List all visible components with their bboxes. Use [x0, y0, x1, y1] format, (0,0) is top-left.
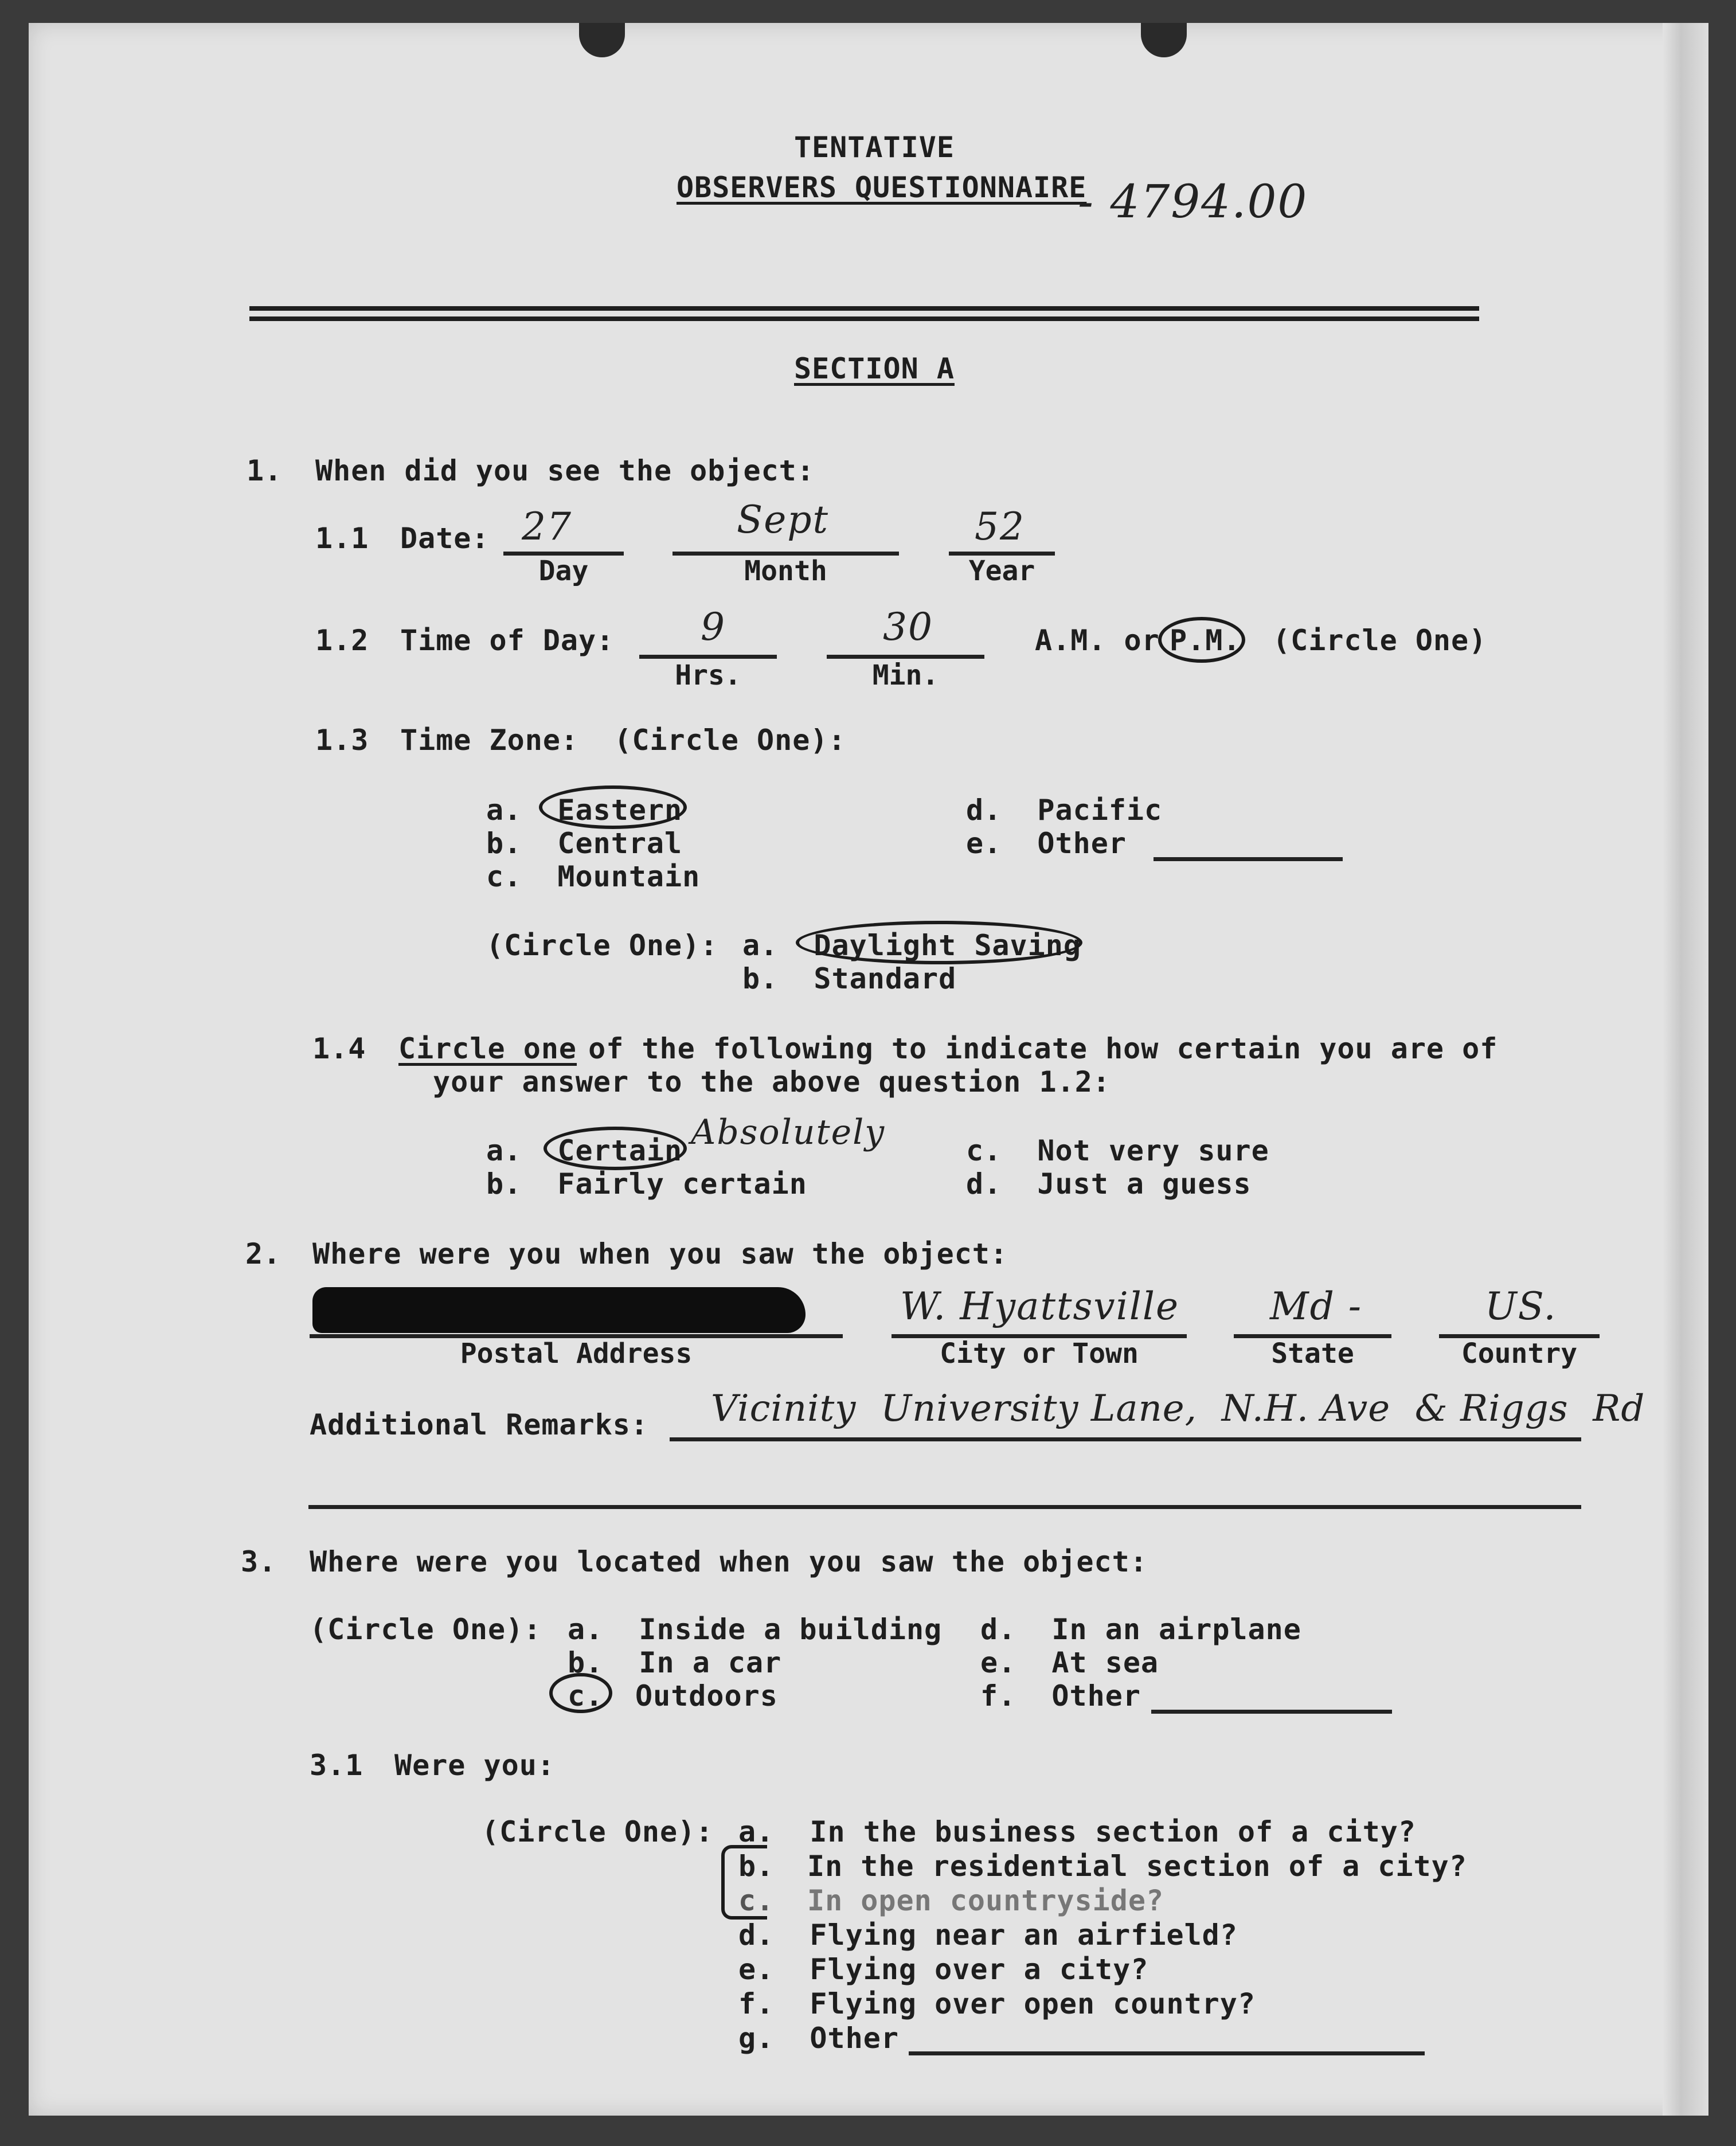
q1-3-number: 1.3: [315, 724, 369, 757]
outdoors-selection-circle: [549, 1673, 612, 1713]
q3-number: 3.: [241, 1545, 277, 1578]
date-day-value[interactable]: 27: [522, 505, 572, 549]
tz-option-a[interactable]: a. Eastern: [486, 793, 683, 827]
date-month-caption: Month: [744, 555, 827, 587]
time-min-line: [827, 655, 984, 659]
title-tentative: TENTATIVE: [794, 131, 955, 164]
area-option-f[interactable]: f. Flying over open country?: [738, 1987, 1256, 2020]
time-circle-one: (Circle One): [1273, 624, 1487, 657]
city-caption: City or Town: [940, 1338, 1139, 1370]
remarks-line-2: [308, 1505, 1581, 1509]
location-option-a[interactable]: a. Inside a building: [568, 1613, 943, 1646]
area-option-b-text[interactable]: In the residential section of a city?: [807, 1850, 1467, 1883]
header-rule-1: [249, 306, 1479, 311]
time-pm-label[interactable]: P.M.: [1170, 624, 1241, 657]
area-option-b-letter[interactable]: b.: [738, 1850, 775, 1883]
time-min-caption: Min.: [872, 659, 939, 691]
remarks-label: Additional Remarks:: [310, 1408, 648, 1441]
time-hrs-value[interactable]: 9: [701, 605, 726, 649]
postal-caption: Postal Address: [460, 1338, 693, 1370]
area-option-a[interactable]: a. In the business section of a city?: [738, 1815, 1416, 1848]
dst-option-b[interactable]: b. Standard: [742, 962, 957, 995]
certain-selection-circle: [544, 1127, 687, 1170]
location-option-e[interactable]: e. At sea: [980, 1646, 1159, 1679]
tz-option-e[interactable]: e. Other: [966, 827, 1127, 860]
header-rule-2: [249, 316, 1479, 321]
q1-1-number: 1.1: [315, 522, 369, 555]
location-option-b[interactable]: b. In a car: [568, 1646, 782, 1679]
q3-text: Where were you located when you saw the object:: [310, 1545, 1148, 1578]
remarks-value[interactable]: Vicinity University Lane, N.H. Ave & Riggs Rd: [711, 1387, 1645, 1430]
location-option-c-text[interactable]: Outdoors: [635, 1679, 778, 1713]
area-option-e[interactable]: e. Flying over a city?: [738, 1953, 1149, 1986]
remarks-line-1: [670, 1437, 1581, 1441]
city-value[interactable]: W. Hyattsville: [900, 1284, 1180, 1328]
section-title: SECTION A: [794, 352, 955, 385]
tz-other-line: [1154, 857, 1343, 861]
title-questionnaire: OBSERVERS QUESTIONNAIRE: [677, 171, 1087, 204]
location-option-d[interactable]: d. In an airplane: [980, 1613, 1301, 1646]
q1-2-label: Time of Day:: [400, 624, 615, 657]
q1-4-text-underlined: Circle one: [398, 1032, 577, 1065]
state-value[interactable]: Md -: [1270, 1284, 1363, 1328]
certainty-option-c[interactable]: c. Not very sure: [966, 1134, 1269, 1167]
time-am-label: A.M. or: [1035, 624, 1160, 657]
certainty-option-b[interactable]: b. Fairly certain: [486, 1167, 807, 1201]
certainty-option-d[interactable]: d. Just a guess: [966, 1167, 1252, 1201]
daylight-selection-circle: [796, 921, 1082, 964]
q2-text: Where were you when you saw the object:: [312, 1237, 1008, 1271]
state-caption: State: [1271, 1338, 1354, 1370]
dst-option-a[interactable]: a. Daylight Saving: [742, 929, 1081, 962]
date-year-caption: Year: [968, 555, 1035, 587]
area-option-c-letter[interactable]: c.: [738, 1884, 775, 1917]
area-option-g[interactable]: g. Other: [738, 2022, 899, 2055]
certainty-option-a[interactable]: a. Certain: [486, 1134, 683, 1167]
q3-1-number: 3.1: [310, 1749, 363, 1782]
residential-selection-bracket: [721, 1845, 767, 1920]
page-edge-shadow: [1663, 23, 1708, 2116]
area-option-d[interactable]: d. Flying near an airfield?: [738, 1918, 1238, 1952]
area-other-line: [909, 2051, 1425, 2055]
q3-1-circle-one: (Circle One):: [482, 1815, 714, 1848]
dst-label: (Circle One):: [486, 929, 718, 962]
location-other-line: [1151, 1710, 1392, 1714]
time-hrs-caption: Hrs.: [675, 659, 741, 691]
q3-circle-one: (Circle One):: [310, 1613, 542, 1646]
q1-number: 1.: [247, 454, 283, 487]
location-option-f[interactable]: f. Other: [980, 1679, 1141, 1713]
file-number: - 4794.00: [1078, 175, 1308, 228]
q3-1-text: Were you:: [394, 1749, 555, 1782]
q1-2-number: 1.2: [315, 624, 369, 657]
q1-text: When did you see the object:: [315, 454, 815, 487]
location-option-c-letter[interactable]: c.: [568, 1679, 604, 1713]
time-hrs-line: [639, 655, 777, 659]
q1-4-number: 1.4: [312, 1032, 366, 1065]
q1-1-label: Date:: [400, 522, 490, 555]
q1-3-label: Time Zone: (Circle One):: [400, 724, 846, 757]
certainty-note-absolutely: Absolutely: [691, 1112, 886, 1152]
time-min-value[interactable]: 30: [883, 605, 933, 649]
eastern-selection-circle: [539, 785, 687, 829]
pm-selection-circle: [1158, 617, 1245, 663]
date-day-caption: Day: [538, 555, 589, 587]
country-caption: Country: [1461, 1338, 1578, 1370]
postal-address-redaction: [312, 1287, 806, 1333]
date-year-value[interactable]: 52: [975, 505, 1025, 549]
q1-4-text-rest: of the following to indicate how certain you are of: [570, 1032, 1498, 1065]
tz-option-b[interactable]: b. Central: [486, 827, 683, 860]
tz-option-c[interactable]: c. Mountain: [486, 860, 701, 893]
country-value[interactable]: US.: [1485, 1284, 1557, 1328]
tz-option-d[interactable]: d. Pacific: [966, 793, 1163, 827]
q1-4-text-line2: your answer to the above question 1.2:: [433, 1065, 1111, 1099]
q2-number: 2.: [245, 1237, 281, 1271]
area-option-c-text[interactable]: In open countryside?: [807, 1884, 1164, 1917]
date-month-value[interactable]: Sept: [737, 498, 830, 542]
